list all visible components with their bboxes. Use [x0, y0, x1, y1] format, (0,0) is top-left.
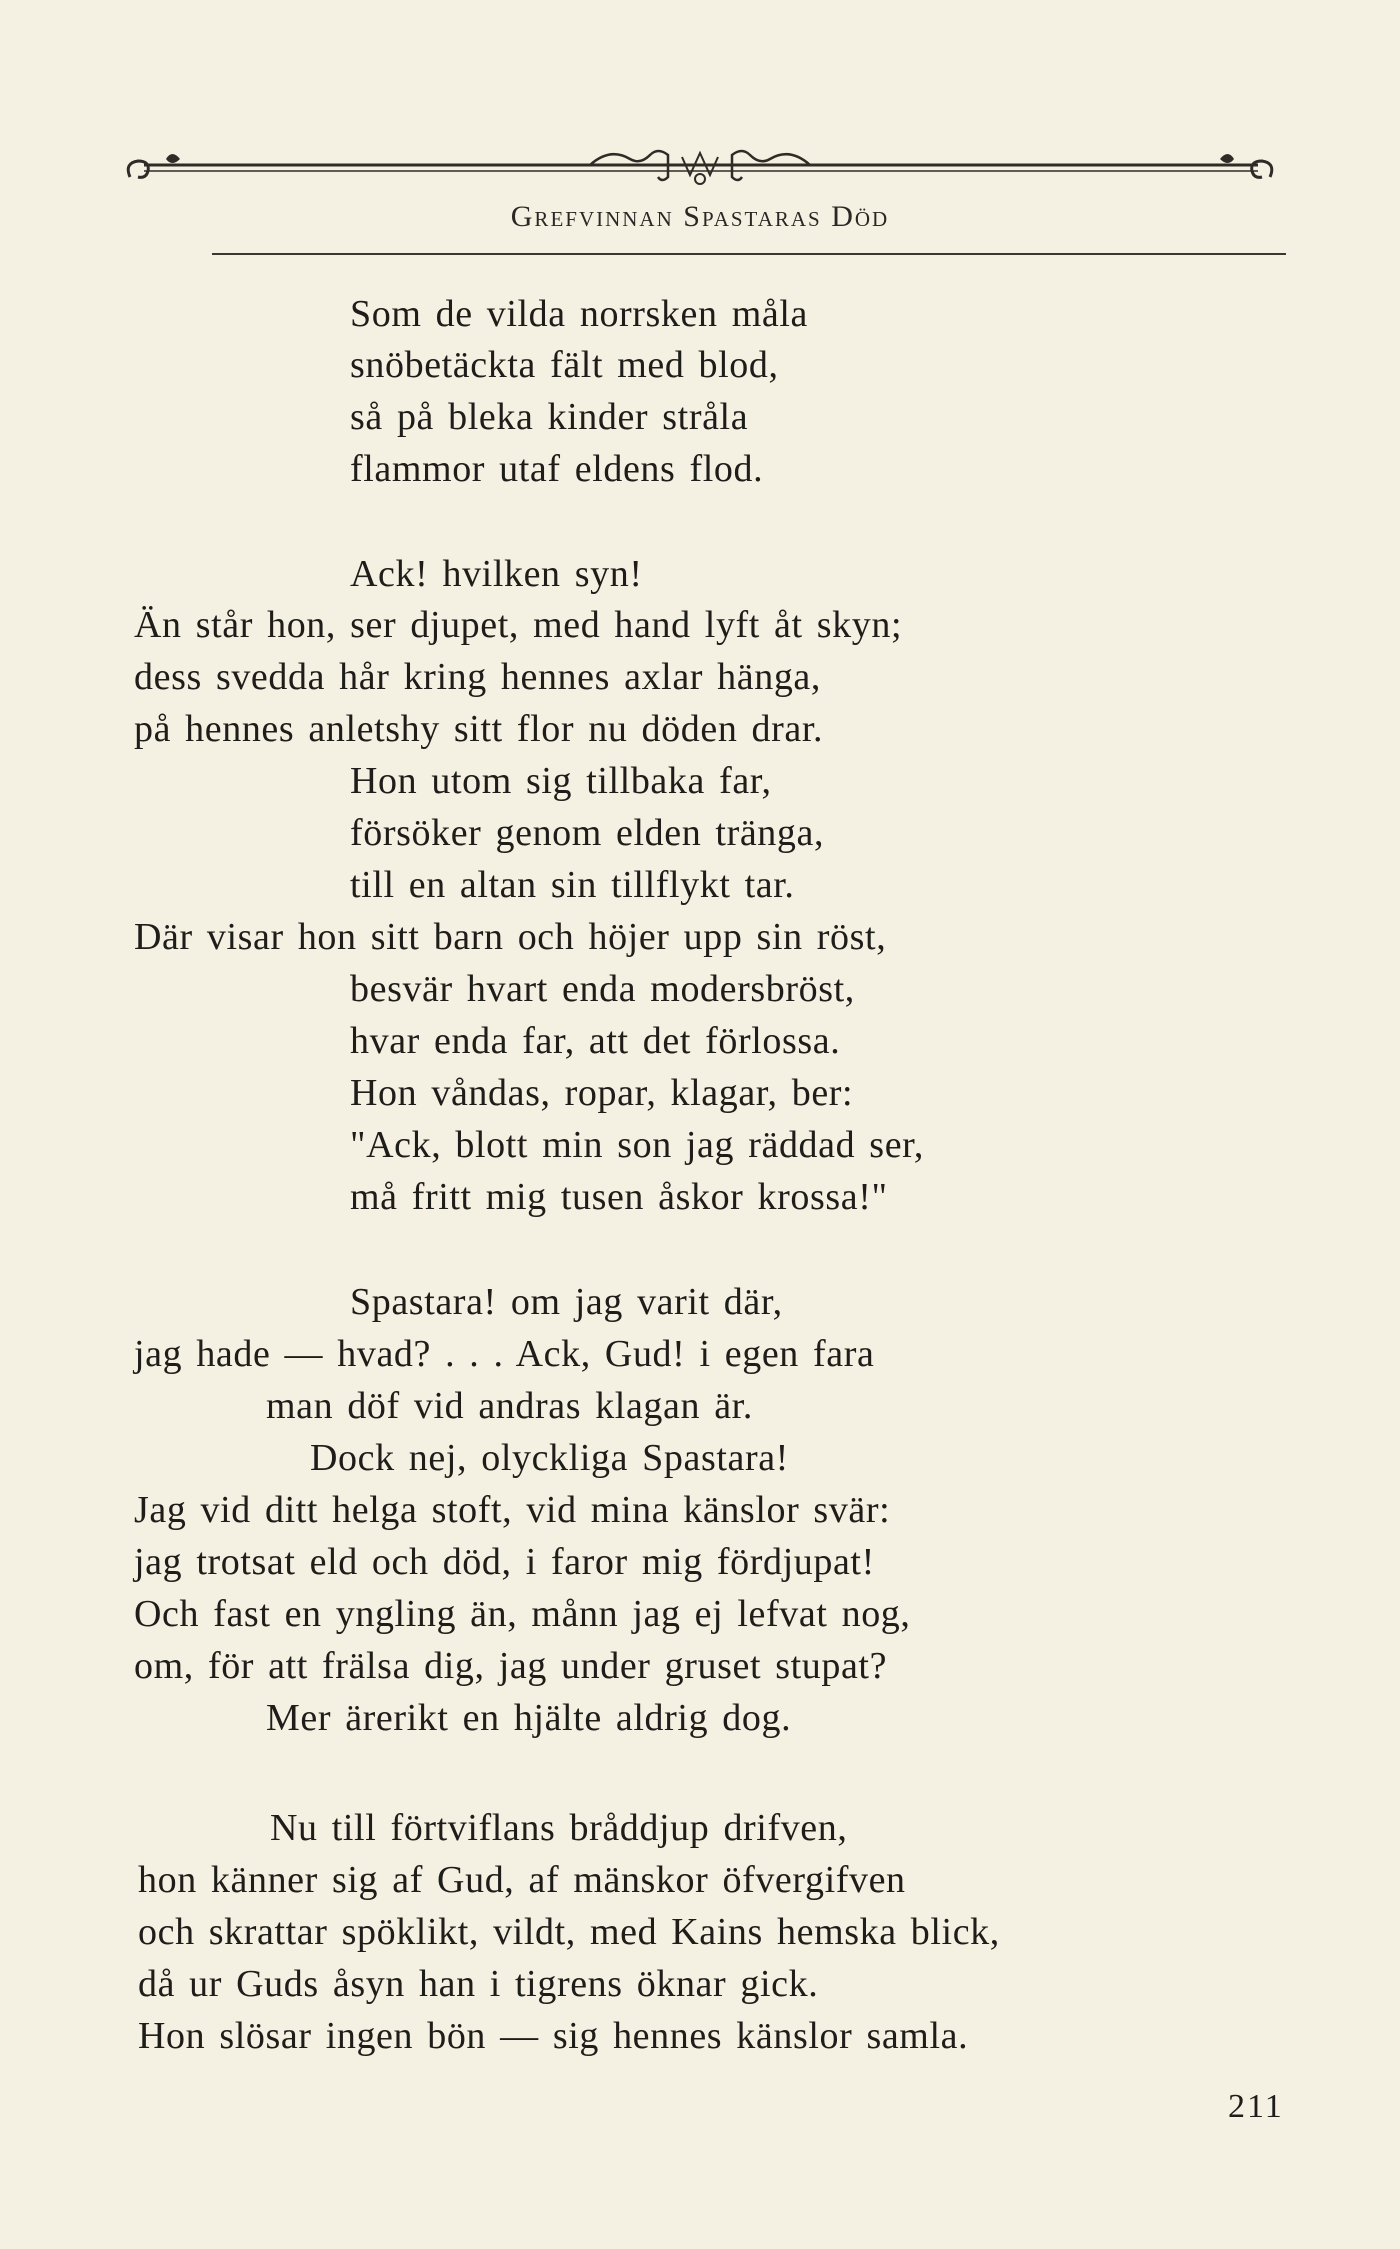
poem-line: då ur Guds åsyn han i tigrens öknar gick. [138, 1963, 819, 2005]
poem-line: Spastara! om jag varit där, [350, 1281, 783, 1323]
poem-line: Nu till förtviflans bråddjup drifven, [270, 1807, 848, 1849]
poem-line: Ack! hvilken syn! [350, 553, 643, 595]
poem-line: hon känner sig af Gud, af mänskor öfvergifven [138, 1859, 906, 1901]
poem-line: "Ack, blott min son jag räddad ser, [350, 1124, 924, 1166]
poem-line: Dock nej, olyckliga Spastara! [310, 1437, 789, 1479]
poem-line: man döf vid andras klagan är. [266, 1385, 753, 1427]
poem-line: jag trotsat eld och död, i faror mig fördjupat! [134, 1541, 875, 1583]
header-rule [212, 253, 1286, 255]
poem-line: Där visar hon sitt barn och höjer upp sin röst, [134, 916, 887, 958]
poem-line: om, för att frälsa dig, jag under gruset stupat? [134, 1645, 888, 1687]
page-number: 211 [1228, 2088, 1284, 2125]
header-ornament-icon [120, 135, 1280, 205]
poem-line: dess svedda hår kring hennes axlar hänga, [134, 656, 821, 698]
poem-line: Hon slösar ingen bön — sig hennes känslor samla. [138, 2015, 969, 2057]
poem-line: Hon våndas, ropar, klagar, ber: [350, 1072, 854, 1114]
poem-line: och skrattar spöklikt, vildt, med Kains hemska blick, [138, 1911, 1000, 1953]
poem-line: Hon utom sig tillbaka far, [350, 760, 772, 802]
poem-line: Än står hon, ser djupet, med hand lyft åt skyn; [134, 604, 903, 646]
poem-line: besvär hvart enda modersbröst, [350, 968, 855, 1010]
poem-line: må fritt mig tusen åskor krossa!" [350, 1176, 888, 1218]
poem-line: hvar enda far, att det förlossa. [350, 1020, 841, 1062]
poem-line: jag hade — hvad? . . . Ack, Gud! i egen fara [134, 1333, 875, 1375]
running-title: Grefvinnan Spastaras Död [510, 200, 890, 233]
poem-line: snöbetäckta fält med blod, [350, 344, 779, 386]
poem-line: på hennes anletshy sitt flor nu döden drar. [134, 708, 824, 750]
poem-line: Jag vid ditt helga stoft, vid mina känslor svär: [134, 1489, 891, 1531]
poem-line: Som de vilda norrsken måla [350, 293, 808, 335]
poem-line: Mer ärerikt en hjälte aldrig dog. [266, 1697, 792, 1739]
poem-line: flammor utaf eldens flod. [350, 448, 764, 490]
poem-line: försöker genom elden tränga, [350, 812, 825, 854]
poem-line: så på bleka kinder stråla [350, 396, 749, 438]
poem-line: till en altan sin tillflykt tar. [350, 864, 795, 906]
poem-line: Och fast en yngling än, månn jag ej lefvat nog, [134, 1593, 911, 1635]
